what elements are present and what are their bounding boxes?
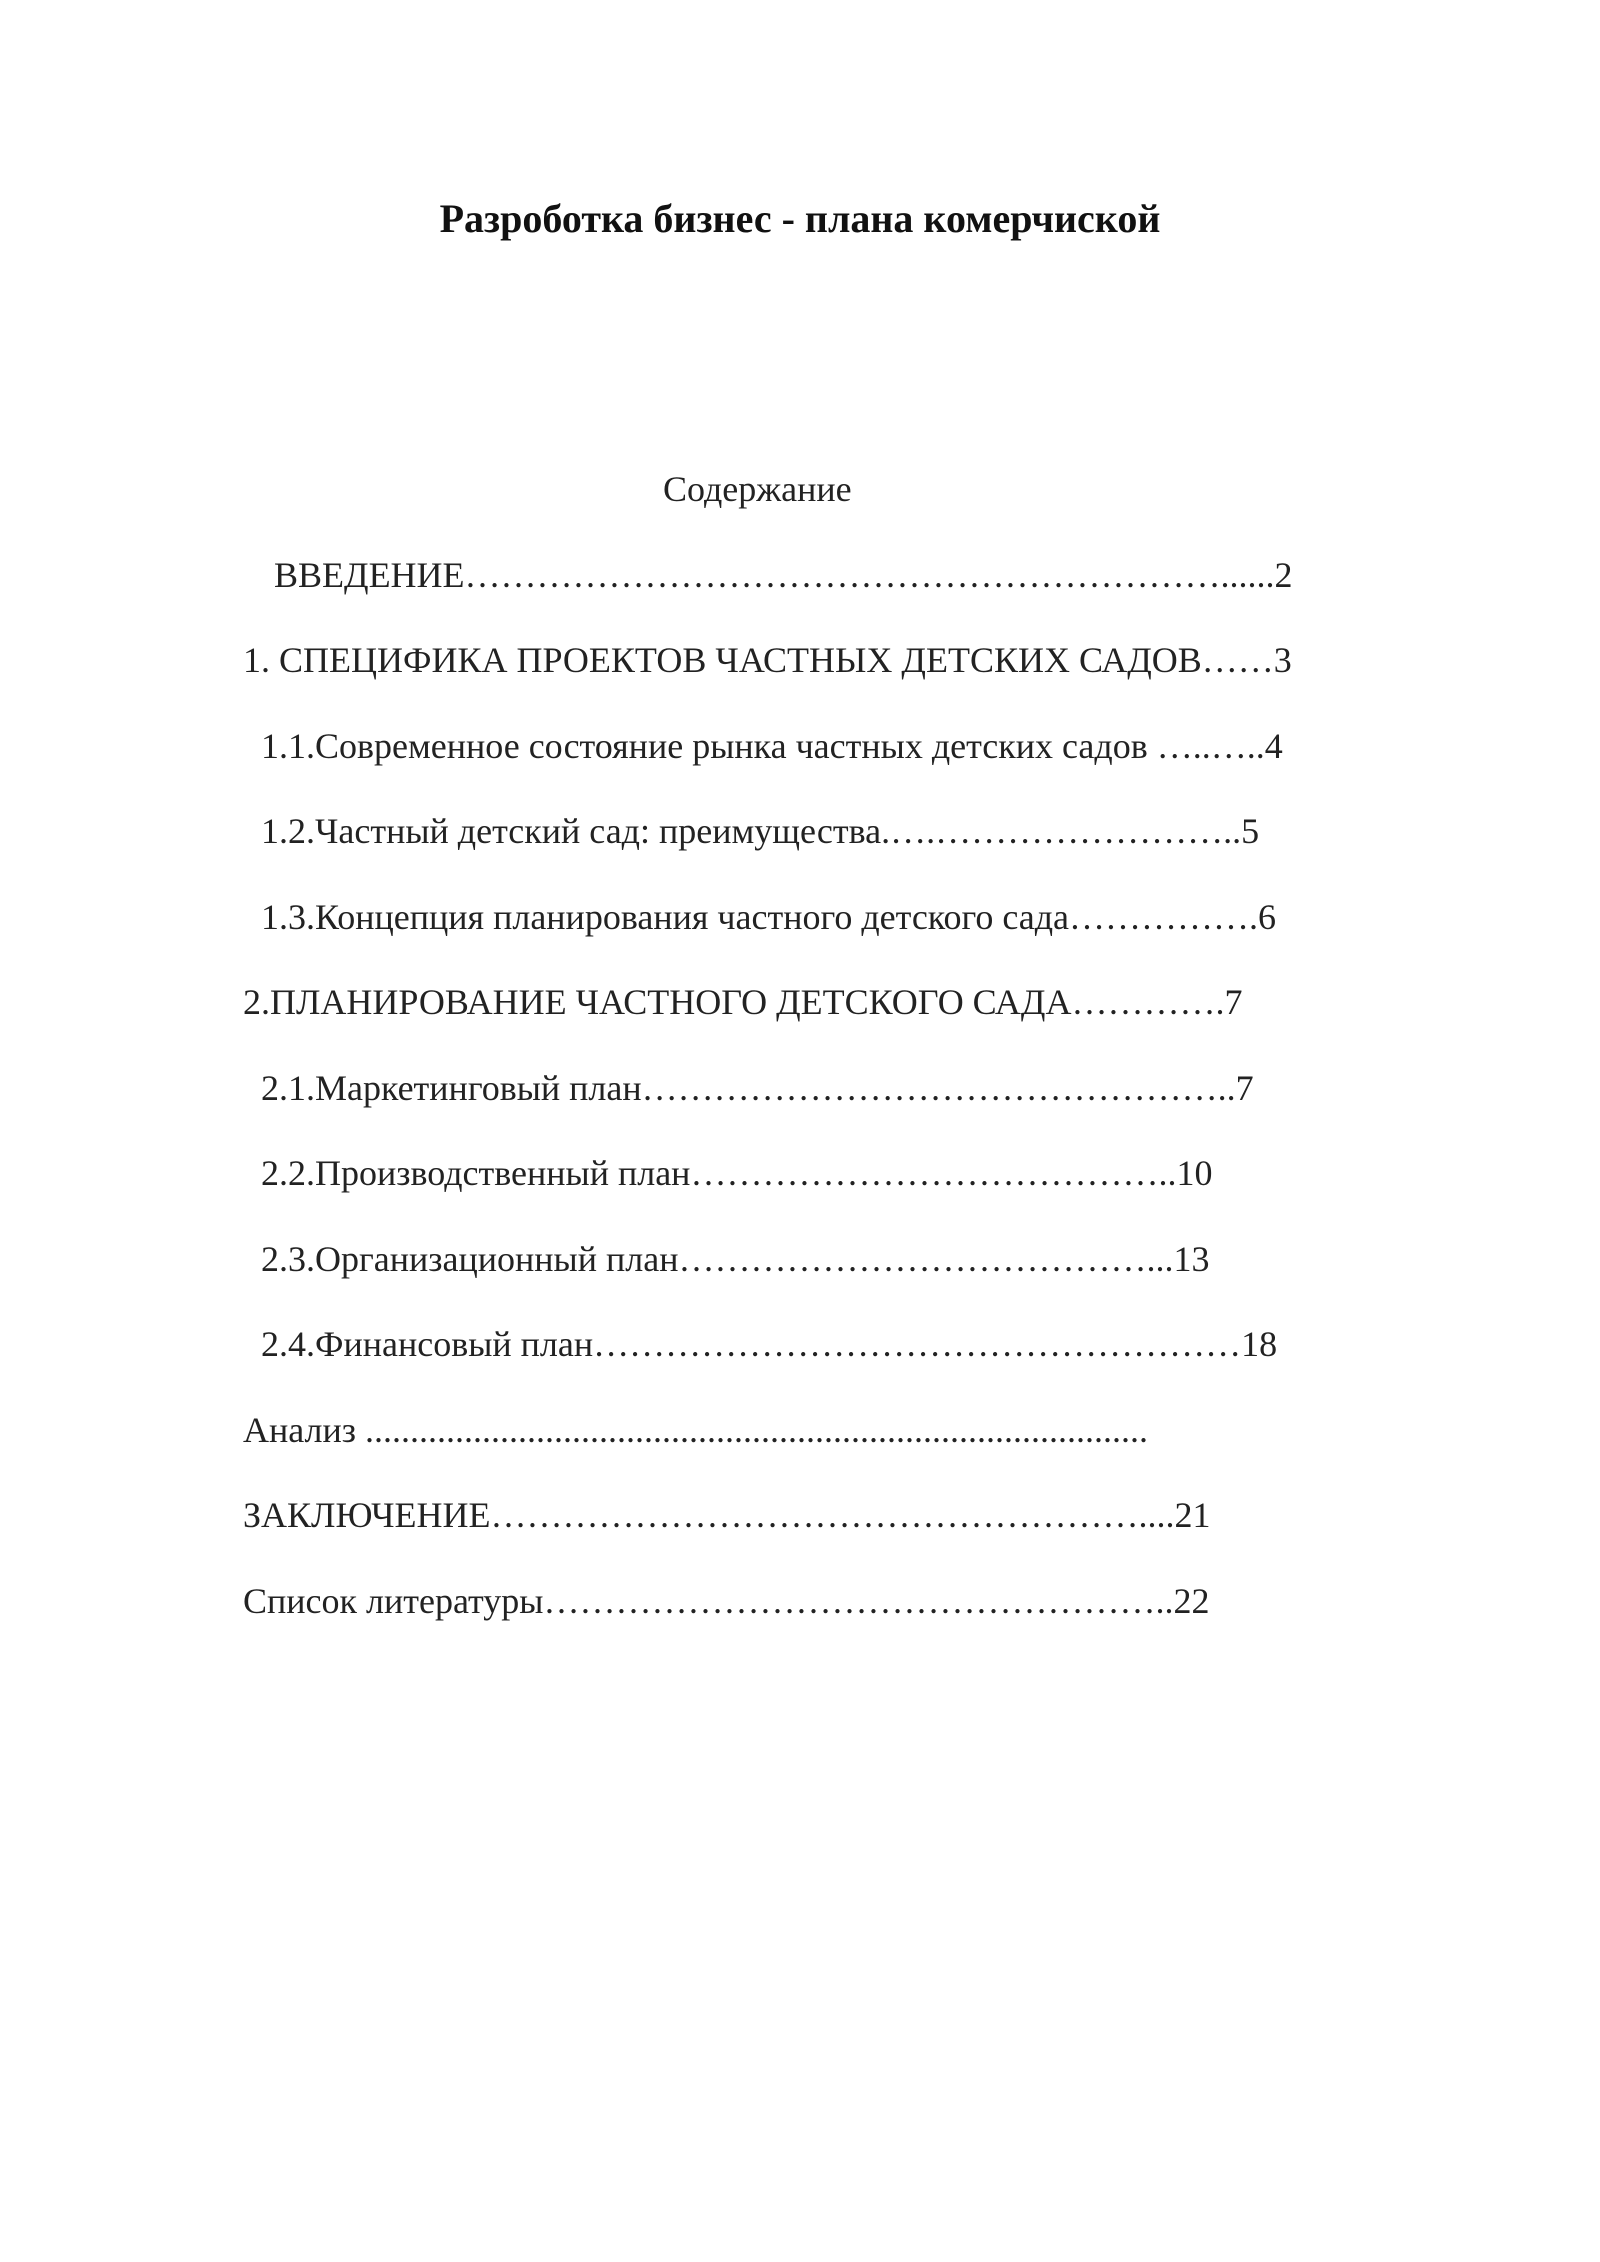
- toc-entry-section-2-1: 2.1.Маркетинговый план…………………………………………..7: [261, 1068, 1254, 1108]
- toc-entry-conclusion: ЗАКЛЮЧЕНИЕ………………………………………………....21: [243, 1495, 1211, 1535]
- toc-entry-introduction: ВВЕДЕНИЕ………………………………………………………......2: [274, 555, 1293, 595]
- toc-entry-section-2-2: 2.2.Производственный план…………………………………..10: [261, 1153, 1213, 1193]
- toc-entry-section-1-1: 1.1.Современное состояние рынка частных детских садов …..…..4: [261, 726, 1283, 766]
- document-title: Разроботка бизнес - плана комерчиской: [439, 196, 1161, 241]
- toc-entry-section-1-2: 1.2.Частный детский сад: преимущества.….……………………..5: [261, 811, 1260, 851]
- toc-entry-references: Список литературы……………………………………………..22: [243, 1581, 1210, 1621]
- toc-entry-section-2-4: 2.4.Финансовый план………………………………………………18: [261, 1324, 1278, 1364]
- toc-entry-analysis: Анализ .......................................................................................: [243, 1410, 1149, 1450]
- toc-entry-section-2-3: 2.3.Организационный план…………………………………...13: [261, 1239, 1210, 1279]
- toc-entry-section-1: 1. СПЕЦИФИКА ПРОЕКТОВ ЧАСТНЫХ ДЕТСКИХ САДОВ……3: [243, 640, 1292, 680]
- toc-entry-section-1-3: 1.3.Концепция планирования частного детского сада…………….6: [261, 897, 1277, 937]
- toc-heading: Содержание: [663, 469, 852, 509]
- toc-entry-section-2: 2.ПЛАНИРОВАНИЕ ЧАСТНОГО ДЕТСКОГО САДА………….7: [243, 982, 1243, 1022]
